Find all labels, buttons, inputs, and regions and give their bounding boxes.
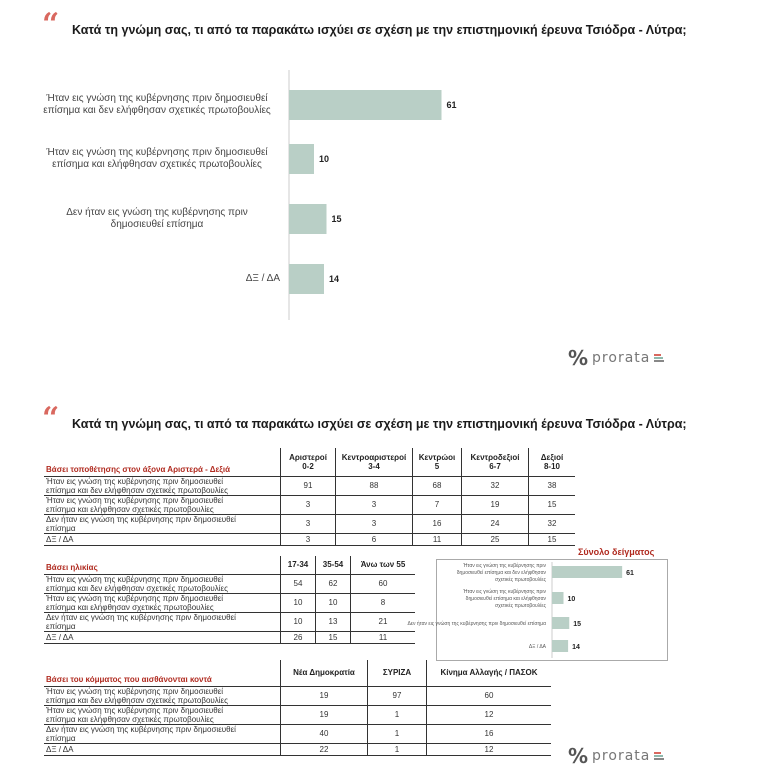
table-cell-value: 91: [281, 476, 336, 495]
prorata-logo-top: [568, 346, 664, 370]
table-column-header: Δεξιοί 8-10: [529, 448, 576, 476]
table-cell-value: 25: [462, 533, 529, 545]
table-row-label: Δεν ήταν εις γνώση της κυβέρνησης πριν δημοσιευθεί επίσημα: [44, 514, 281, 533]
table-cell-value: 16: [413, 514, 462, 533]
table-cell-value: 24: [462, 514, 529, 533]
logo-word: prorata: [592, 748, 651, 764]
mini-chart-box: [407, 559, 668, 661]
main-bar: [289, 90, 442, 120]
table-column-header: Νέα Δημοκρατία: [281, 660, 368, 686]
mini-bar: [552, 592, 564, 604]
table-cell-value: 15: [316, 631, 351, 643]
table-row: [44, 574, 415, 593]
table-section-title: Βάσει του κόμματος που αισθάνονται κοντά: [44, 660, 281, 686]
table-row-label: Ήταν εις γνώση της κυβέρνησης πριν δημοσιευθεί επίσημα και ελήφθησαν σχετικές πρωτοβουλίες: [44, 495, 281, 514]
mini-bar-chart: [407, 560, 667, 660]
table-cell-value: 3: [281, 495, 336, 514]
question-title-bottom: Κατά τη γνώμη σας, τι από τα παρακάτω ισχύει σε σχέση με την επιστημονική έρευνα Τσιόδρα - Λύτρα;: [72, 417, 687, 431]
table-section-title: Βάσει τοποθέτησης στον άξονα Αριστερά - Δεξιά: [44, 448, 281, 476]
table-cell-value: 22: [281, 743, 368, 755]
mini-category-label: Δεν ήταν εις γνώση της κυβέρνησης πριν δημοσιευθεί επίσημα: [407, 621, 546, 627]
table-cell-value: 1: [368, 724, 427, 743]
crosstab-table: [44, 448, 575, 546]
table-cell-value: 21: [351, 612, 416, 631]
table-cell-value: 62: [316, 574, 351, 593]
table-row-label: Ήταν εις γνώση της κυβέρνησης πριν δημοσιευθεί επίσημα και δεν ελήφθησαν σχετικές πρωτοβουλίες: [44, 686, 281, 705]
table-cell-value: 12: [427, 705, 552, 724]
main-bar: [289, 204, 327, 234]
mini-category-label: σχετικές πρωτοβουλίες: [494, 603, 546, 609]
table-row: [44, 631, 415, 643]
table-row-label: Ήταν εις γνώση της κυβέρνησης πριν δημοσιευθεί επίσημα και δεν ελήφθησαν σχετικές πρωτοβουλίες: [44, 476, 281, 495]
table-row-label: ΔΞ / ΔΑ: [44, 631, 281, 643]
crosstab-table: [44, 556, 415, 644]
table-cell-value: 60: [351, 574, 416, 593]
table-cell-value: 40: [281, 724, 368, 743]
main-bar-value: 14: [329, 274, 340, 284]
table-column-header: ΣΥΡΙΖΑ: [368, 660, 427, 686]
mini-bar: [552, 617, 569, 629]
table-row-label: Δεν ήταν εις γνώση της κυβέρνησης πριν δημοσιευθεί επίσημα: [44, 612, 281, 631]
table-cell-value: 19: [281, 705, 368, 724]
table-column-header: Κεντροδεξιοί 6-7: [462, 448, 529, 476]
prorata-logo-bottom: [568, 744, 664, 768]
mini-bar: [552, 566, 622, 578]
table-row: [44, 612, 415, 631]
table-column-header: Άνω των 55: [351, 556, 416, 574]
question-title-top: Κατά τη γνώμη σας, τι από τα παρακάτω ισχύει σε σχέση με την επιστημονική έρευνα Τσιόδρα - Λύτρα;: [72, 23, 687, 37]
table-column-header: 17-34: [281, 556, 316, 574]
main-bar-chart: [280, 70, 500, 320]
table-cell-value: 12: [427, 743, 552, 755]
mini-bar: [552, 640, 568, 652]
table-row-label: Δεν ήταν εις γνώση της κυβέρνησης πριν δημοσιευθεί επίσημα: [44, 724, 281, 743]
table-row: [44, 743, 551, 755]
table-cell-value: 11: [351, 631, 416, 643]
table-cell-value: 3: [336, 514, 413, 533]
table-row-label: Ήταν εις γνώση της κυβέρνησης πριν δημοσιευθεί επίσημα και ελήφθησαν σχετικές πρωτοβουλίες: [44, 593, 281, 612]
mini-chart-title: Σύνολο δείγματος: [578, 547, 655, 557]
quote-mark-top: “: [42, 7, 60, 42]
table-row: [44, 476, 575, 495]
table-cell-value: 32: [529, 514, 576, 533]
table-row: [44, 514, 575, 533]
table-row-label: ΔΞ / ΔΑ: [44, 533, 281, 545]
logo-word: prorata: [592, 350, 651, 366]
table-row-label: Ήταν εις γνώση της κυβέρνησης πριν δημοσιευθεί επίσημα και δεν ελήφθησαν σχετικές πρωτοβουλίες: [44, 574, 281, 593]
table-cell-value: 1: [368, 705, 427, 724]
mini-bar-value: 10: [567, 596, 576, 603]
mini-category-label: δημοσιευθεί επίσημα και ελήφθησαν: [465, 596, 546, 602]
mini-category-label: ΔΞ / ΔΑ: [528, 644, 546, 650]
main-category-label: ΔΞ / ΔΑ: [245, 273, 280, 284]
mini-category-label: Ήταν εις γνώση της κυβέρνησης πριν: [463, 589, 546, 595]
table-cell-value: 6: [336, 533, 413, 545]
main-bar-value: 15: [331, 214, 342, 224]
logo-bars-icon: [654, 752, 664, 760]
table-cell-value: 19: [462, 495, 529, 514]
table-cell-value: 13: [316, 612, 351, 631]
main-bar-value: 10: [319, 154, 330, 164]
table-section-title: Βάσει ηλικίας: [44, 556, 281, 574]
mini-bar-value: 14: [572, 644, 580, 651]
table-cell-value: 68: [413, 476, 462, 495]
mini-bar-value: 15: [573, 621, 582, 628]
table-column-header: Κεντρώοι 5: [413, 448, 462, 476]
table-row: [44, 593, 415, 612]
main-category-label: Ήταν εις γνώση της κυβέρνησης πριν δημοσιευθεί επίσημα και ελήφθησαν σχετικές πρωτοβουλίες: [46, 147, 268, 170]
table-cell-value: 97: [368, 686, 427, 705]
main-category-label: Δεν ήταν εις γνώση της κυβέρνησης πριν δημοσιευθεί επίσημα: [66, 207, 248, 230]
mini-category-label: δημοσιευθεί επίσημα και δεν ελήφθησαν: [456, 570, 546, 576]
mini-bar-value: 61: [626, 570, 634, 577]
table-row-label: Ήταν εις γνώση της κυβέρνησης πριν δημοσιευθεί επίσημα και ελήφθησαν σχετικές πρωτοβουλίες: [44, 705, 281, 724]
table-column-header: 35-54: [316, 556, 351, 574]
percent-logo-icon: %: [568, 744, 589, 768]
table-cell-value: 38: [529, 476, 576, 495]
mini-category-label: σχετικές πρωτοβουλίες: [494, 577, 546, 583]
table-cell-value: 54: [281, 574, 316, 593]
table-cell-value: 26: [281, 631, 316, 643]
table-column-header: Αριστεροί 0-2: [281, 448, 336, 476]
table-row: [44, 533, 575, 545]
table-row: [44, 495, 575, 514]
table-cell-value: 10: [281, 593, 316, 612]
table-cell-value: 16: [427, 724, 552, 743]
main-bar: [289, 264, 324, 294]
percent-logo-icon: %: [568, 346, 589, 370]
table-row: [44, 705, 551, 724]
quote-mark-bottom: “: [42, 401, 60, 436]
table-cell-value: 10: [316, 593, 351, 612]
table-cell-value: 3: [281, 533, 336, 545]
crosstab-table: [44, 660, 551, 756]
table-column-header: Κεντροαριστεροί 3-4: [336, 448, 413, 476]
main-bar-value: 61: [446, 100, 457, 110]
table-cell-value: 15: [529, 533, 576, 545]
table-cell-value: 7: [413, 495, 462, 514]
table-row-label: ΔΞ / ΔΑ: [44, 743, 281, 755]
table-cell-value: 3: [336, 495, 413, 514]
table-cell-value: 11: [413, 533, 462, 545]
table-row: [44, 724, 551, 743]
table-cell-value: 1: [368, 743, 427, 755]
logo-bars-icon: [654, 354, 664, 362]
main-category-label: Ήταν εις γνώση της κυβέρνησης πριν δημοσιευθεί επίσημα και δεν ελήφθησαν σχετικές πρωτοβουλίες: [43, 93, 271, 116]
table-cell-value: 10: [281, 612, 316, 631]
table-cell-value: 32: [462, 476, 529, 495]
table-cell-value: 8: [351, 593, 416, 612]
table-cell-value: 88: [336, 476, 413, 495]
mini-category-label: Ήταν εις γνώση της κυβέρνησης πριν: [463, 563, 546, 569]
table-column-header: Κίνημα Αλλαγής / ΠΑΣΟΚ: [427, 660, 552, 686]
table-cell-value: 3: [281, 514, 336, 533]
table-cell-value: 19: [281, 686, 368, 705]
table-cell-value: 15: [529, 495, 576, 514]
main-bar: [289, 144, 314, 174]
table-row: [44, 686, 551, 705]
table-cell-value: 60: [427, 686, 552, 705]
